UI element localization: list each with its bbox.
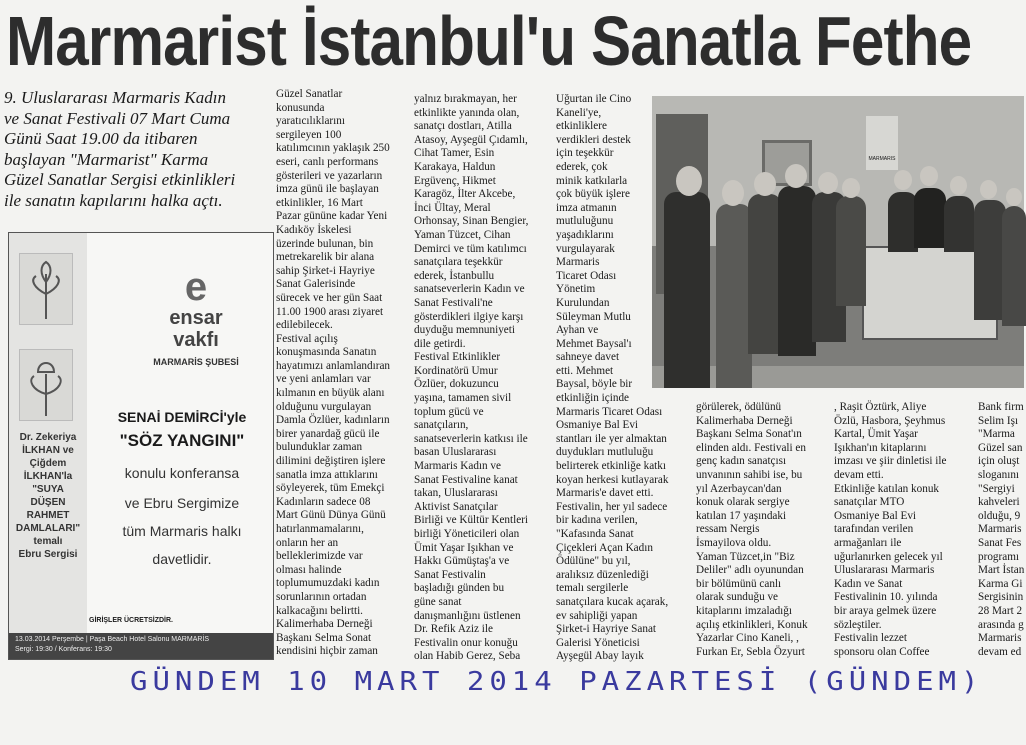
text-line: arasında g xyxy=(978,618,1024,631)
text-line: kahveleri xyxy=(978,496,1020,509)
text-line: başladığı günden bu xyxy=(414,582,505,595)
text-line: stantları ile yer almaktan xyxy=(556,432,667,445)
text-line: sahneye davet xyxy=(556,351,620,364)
text-line: Kadın ve Sanat xyxy=(834,577,903,590)
text-line: Hakkı Gümüştaş'a ve xyxy=(414,555,510,568)
text-line: bulunduklar zaman xyxy=(276,441,363,454)
text-line: konusunda xyxy=(276,101,325,114)
text-line: İLKHAN ve xyxy=(22,445,74,456)
text-line: uğurlanırken gelecek yıl xyxy=(834,550,943,563)
text-line: katılımcının yaklaşık 250 xyxy=(276,142,390,155)
text-line: Çiğdem xyxy=(29,458,67,469)
text-line: Festivalinin 10. yılında xyxy=(834,591,938,604)
text-line: Kartal, Ümit Yaşar xyxy=(834,428,918,441)
text-line: Yaman Tüzcet, Cihan xyxy=(414,228,511,241)
text-line: İnci Ültay, Meral xyxy=(414,201,491,214)
text-line: bir araya gelmek üzere xyxy=(834,604,937,617)
text-line: sürecek ve her gün Saat xyxy=(276,291,383,304)
text-line: etkinlikte yanında olan, xyxy=(414,106,520,119)
text-line: sanatseverlerin Kadın ve xyxy=(414,283,525,296)
text-line: imza günü ile başlayan xyxy=(276,183,379,196)
text-line: Ebru Sergisi xyxy=(18,549,78,560)
text-line: RAHMET xyxy=(26,510,70,521)
photo-person xyxy=(664,192,710,388)
text-line: Işıkhan'ın kitaplarını xyxy=(834,441,927,454)
text-line: belleklerimizde var xyxy=(276,550,363,563)
text-line: yaşına, tamamen sivil xyxy=(414,392,512,405)
article-column-4 xyxy=(696,401,828,659)
branch-label: MARMARİS ŞUBESİ xyxy=(153,357,239,367)
text-line: İLKHAN'la xyxy=(23,471,73,482)
text-line: Uluslararası Marmaris xyxy=(834,564,935,577)
text-line: "Kafasında Sanat xyxy=(556,528,634,540)
text-line: Osmaniye Bal Evi xyxy=(556,419,639,432)
text-line: Kaneli'ye, xyxy=(556,106,602,119)
text-line: Damla Özlüer, kadınların xyxy=(276,414,390,427)
event-photo xyxy=(652,96,1024,388)
text-line: DAMLALARI" xyxy=(15,523,81,534)
ad-footer xyxy=(9,633,273,659)
text-line: hayatımızı anlamlandıran xyxy=(276,359,391,372)
text-line: Yönetim xyxy=(556,283,596,296)
photo-badge xyxy=(866,116,898,170)
text-line: konuk olarak sergiye xyxy=(696,496,790,509)
text-line: Orhonsay, Sinan Bengier, xyxy=(414,215,529,228)
text-line: Marmaris xyxy=(978,523,1022,536)
text-line: aralıksız düzenlediği xyxy=(556,568,649,581)
text-line: genç kadın sanatçısı xyxy=(696,455,787,468)
text-line: Karma Gi xyxy=(978,577,1023,590)
text-line: Marmaris xyxy=(556,256,600,269)
text-line: yıl Azerbaycan'dan xyxy=(696,482,782,495)
text-line: armağanları ile xyxy=(834,536,902,549)
text-line: ev sahipliği yapan xyxy=(556,609,638,622)
text-line: Kadınların sadece 08 xyxy=(276,495,371,508)
text-line: çok büyük işlere xyxy=(556,188,630,201)
photo-person-head xyxy=(894,170,912,190)
text-line: Ödülüne" bu yıl, xyxy=(556,555,631,568)
text-line: yalnız bırakmayan, her xyxy=(414,93,517,105)
text-line: danışmanlığını üstlenen xyxy=(414,609,521,622)
ad-footer-line-2: Sergi: 19:30 / Konferans: 19:30 xyxy=(15,646,112,653)
text-line: Marmaris Kadın ve xyxy=(414,460,501,473)
text-line: mutluluğunu xyxy=(556,215,614,228)
text-line: programı xyxy=(978,550,1020,563)
text-line: Kalimerhaba Derneği xyxy=(276,618,373,631)
logo-name-1: ensar xyxy=(169,307,223,329)
text-line: Sanat Festivaline kanat xyxy=(414,473,518,486)
lead-paragraph xyxy=(4,88,284,211)
article-column-5 xyxy=(834,401,972,659)
headline: Marmarist İstanbul'u Sanatla Fethe xyxy=(6,2,972,80)
article-column-6 xyxy=(978,401,1024,659)
handwritten-date-note: GÜNDEM 10 MART 2014 PAZARTESİ (GÜNDEM) xyxy=(130,665,984,697)
text-line: Bank firm xyxy=(978,401,1024,413)
text-line: İsmayilova oldu. xyxy=(696,536,772,549)
text-line: Uğurtan ile Cino xyxy=(556,93,632,105)
text-line: Dr. Zekeriya xyxy=(19,432,77,443)
tulip-motif-icon xyxy=(19,349,73,421)
text-line: Marmaris xyxy=(978,632,1022,645)
text-line: açılış etkinlikleri, Konuk xyxy=(696,618,808,631)
photo-person-head xyxy=(722,180,744,206)
text-line: Mart Günü Dünya Günü xyxy=(276,509,386,522)
text-line: Güzel Sanatlar xyxy=(276,88,343,100)
text-line: görülerek, ödülünü xyxy=(696,401,782,413)
text-line: toplumumuzdaki kadın xyxy=(276,577,380,590)
article-column-2 xyxy=(414,93,546,664)
text-line: sanatçıların, xyxy=(414,419,469,432)
photo-person xyxy=(716,204,752,388)
text-line: sanatçılara teşekkür xyxy=(414,256,503,269)
text-line: Kadıköy İskelesi xyxy=(276,223,352,236)
text-line: etkinlikler, 16 Mart xyxy=(276,196,363,209)
text-line: Sanat Galerisinde xyxy=(276,278,356,291)
text-line: Atasoy, Ayşegül Çıdamlı, xyxy=(414,133,528,146)
text-line: sanatçı dostları, Atilla xyxy=(414,120,512,133)
ebru-artists xyxy=(11,431,85,561)
text-line: kitaplarını imzaladığı xyxy=(696,604,792,617)
text-line: etkinliğin içinde xyxy=(556,392,630,405)
photo-person-head xyxy=(842,178,860,198)
text-line: olması halinde xyxy=(276,563,342,576)
text-line: "Marma xyxy=(978,428,1015,441)
speaker-name: SENAİ DEMİRCİ'yle xyxy=(117,409,247,425)
text-line: "Sergiyi xyxy=(978,482,1015,495)
photo-person xyxy=(836,196,866,306)
text-line: için teşekkür xyxy=(556,147,614,160)
text-line: sorunlarının ortadan xyxy=(276,590,367,603)
text-line: Ayşegül Abay layık xyxy=(556,650,644,663)
text-line: Etkinliğe katılan konuk xyxy=(834,482,940,495)
text-line: gösterdikleri ilgiye karşı xyxy=(414,310,524,323)
text-line: duydukları mutluluğu xyxy=(556,446,654,459)
text-line: olduğu, 9 xyxy=(978,509,1021,522)
text-line: birliği Yöneticileri olan xyxy=(414,528,520,540)
text-line: bir bölümünü canlı xyxy=(696,577,782,590)
text-line: Aktivist Sanatçılar xyxy=(414,500,498,513)
text-line: sponsoru olan Coffee xyxy=(834,645,930,658)
text-line: Süleyman Mutlu xyxy=(556,310,631,323)
text-line: Özlü, Hasbora, Şeyhmus xyxy=(834,414,946,427)
text-line: Furkan Er, Sebla Özyurt xyxy=(696,645,805,658)
text-line: takan, Uluslararası xyxy=(414,487,498,500)
text-line: belirterek etkinliğe katkı xyxy=(556,460,666,473)
text-line: olduğunu vurgulayan xyxy=(276,400,372,413)
ad-line-2: ve Ebru Sergimize xyxy=(124,495,240,511)
text-line: toplum gücü ve xyxy=(414,405,484,418)
text-line: Ticaret Odası xyxy=(556,269,617,282)
advertisement-box xyxy=(8,232,274,660)
photo-person-head xyxy=(950,176,967,195)
text-line: unvanının sahibi ise, bu xyxy=(696,468,803,481)
text-line: sözleştiler. xyxy=(834,618,882,631)
text-line: Karakaya, Haldun xyxy=(414,160,496,173)
text-line: Festival açılış xyxy=(276,332,338,345)
text-line: söyleyerek, tüm Emekçi xyxy=(276,482,385,495)
text-line: Festivalin, her yıl sadece xyxy=(556,500,668,513)
text-line: dilimini değiştiren işlere xyxy=(276,455,386,468)
text-line: temalı xyxy=(33,536,63,547)
text-line: ve Sanat Festivali 07 Mart Cuma xyxy=(4,108,231,128)
text-line: güne sanat xyxy=(414,595,462,608)
text-line: Selim Işı xyxy=(978,414,1019,427)
text-line: konuşmasında Sanatın xyxy=(276,346,377,359)
text-line: metrekarelik bir alana xyxy=(276,251,375,264)
ad-line-3: tüm Marmaris halkı xyxy=(122,523,242,539)
photo-person-head xyxy=(920,166,938,186)
text-line: etkinliklere xyxy=(556,120,607,133)
photo-person xyxy=(944,196,974,252)
text-line: sahip Şirket-i Hayriye xyxy=(276,264,375,277)
text-line: ile sanatın kapılarını halka açtı. xyxy=(4,190,223,210)
text-line: Çiçekleri Açan Kadın xyxy=(556,541,653,554)
photo-person xyxy=(914,188,946,248)
text-line: Sanat Festivalin xyxy=(414,568,486,581)
text-line: Pazar gününe kadar Yeni xyxy=(276,210,388,223)
text-line: yaratıcılıklarını xyxy=(276,115,345,128)
photo-person-head xyxy=(676,166,702,196)
text-line: birer yanardağ gücü ile xyxy=(276,427,380,440)
text-line: Başkanı Selma Sonat'ın xyxy=(696,428,802,441)
text-line: olarak sunduğu ve xyxy=(696,591,779,604)
text-line: Marmaris Ticaret Odası xyxy=(556,405,663,418)
text-line: katılan 17 yaşındaki xyxy=(696,509,787,522)
text-line: Ergüvenç, Hikmet xyxy=(414,174,496,187)
text-line: olan Habib Gerez, Seba xyxy=(414,650,521,663)
photo-person xyxy=(748,194,782,354)
text-line: sergileyen 100 xyxy=(276,128,342,141)
article-column-1 xyxy=(276,88,410,659)
photo-person-head xyxy=(1006,188,1022,206)
text-line: Mehmet Baysal'ı xyxy=(556,337,632,350)
text-line: sanatla imza attıklarını xyxy=(276,468,378,481)
text-line: 28 Mart 2 xyxy=(978,604,1023,617)
text-line: Günü Saat 19.00 da itibaren xyxy=(4,129,198,148)
text-line: yaşadıklarını xyxy=(556,228,614,241)
text-line: Sergisinin xyxy=(978,591,1024,604)
text-line: Kurulundan xyxy=(556,296,610,309)
text-line: imza atmanın xyxy=(556,201,617,214)
text-line: için oluşt xyxy=(978,455,1020,468)
text-line: temalı sergilerle xyxy=(556,582,629,595)
text-line: etti. Mehmet xyxy=(556,364,614,377)
text-line: edilebilecek. xyxy=(276,319,333,332)
text-line: Kordinatörü Umur xyxy=(414,364,498,377)
text-line: minik katkılarla xyxy=(556,174,628,187)
text-line: Deliler" adlı oyunundan xyxy=(696,564,804,577)
text-line: ederek, İstanbullu xyxy=(414,269,495,282)
text-line: koyan herkesi kutlayarak xyxy=(556,473,669,486)
text-line: sanatçılara kucak açarak, xyxy=(556,595,669,608)
text-line: ressam Nergis xyxy=(696,523,760,536)
text-line: hatırlanmamalarını, xyxy=(276,523,364,535)
text-line: Festivalin onur konuğu xyxy=(414,636,518,649)
talk-title: "SÖZ YANGINI" xyxy=(119,431,245,450)
text-line: Ümit Yaşar Işıkhan ve xyxy=(414,541,514,554)
text-line: Yaman Tüzcet,in "Biz xyxy=(696,550,795,563)
text-line: Özlüer, dokuzuncu xyxy=(414,378,499,391)
text-line: Festival Etkinlikler xyxy=(414,351,501,364)
text-line: ederek, çok xyxy=(556,160,608,173)
text-line: tarafından verilen xyxy=(834,523,914,536)
text-line: Cihat Tamer, Esin xyxy=(414,147,495,160)
text-line: Marmaris'e davet etti. xyxy=(556,487,654,500)
text-line: DÜŞEN xyxy=(30,497,66,508)
text-line: basan Uluslararası xyxy=(414,446,497,459)
logo-mark: e xyxy=(184,265,208,309)
ad-line-1: konulu konferansa xyxy=(124,465,240,481)
text-line: sloganını xyxy=(978,468,1020,481)
text-line: 9. Uluslararası Marmaris Kadın xyxy=(4,88,226,107)
logo-name-2: vakfı xyxy=(173,329,219,351)
text-line: başlayan "Marmarist" Karma xyxy=(4,149,209,169)
ad-line-4: davetlidir. xyxy=(152,551,212,567)
text-line: Ayhan ve xyxy=(556,324,599,337)
text-line: kılmanın en büyük alanı xyxy=(276,387,385,400)
text-line: imzası ve şiir dinletisi ile xyxy=(834,455,947,468)
text-line: sanatçılar MTO xyxy=(834,496,905,509)
text-line: Güzel Sanatlar Sergisi etkinlikleri xyxy=(4,170,236,189)
photo-person-head xyxy=(980,180,997,199)
text-line: verdikleri destek xyxy=(556,133,631,146)
text-line: Şirket-i Hayriye Sanat xyxy=(556,623,657,636)
text-line: gösterileri ve yazarların xyxy=(276,169,383,182)
photo-badge-text: MARMARIS xyxy=(868,156,896,162)
photo-person-head xyxy=(754,172,776,196)
article-column-3 xyxy=(556,93,669,664)
text-line: Karagöz, İlter Akcebe, xyxy=(414,188,516,201)
text-line: onların her an xyxy=(276,536,339,549)
free-entry-note: GİRİŞLER ÜCRETSİZDİR. xyxy=(89,617,174,624)
text-line: Sanat Fes xyxy=(978,536,1022,549)
text-line: Sanat Festivali'ne xyxy=(414,296,493,309)
text-line: , Raşit Öztürk, Aliye xyxy=(834,401,927,413)
flower-motif-icon xyxy=(19,253,73,325)
text-line: Baysal, böyle bir xyxy=(556,378,633,391)
ad-footer-line-1: 13.03.2014 Perşembe | Paşa Beach Hotel Salonu MARMARİS xyxy=(15,636,210,643)
photo-person-head xyxy=(818,172,838,194)
text-line: 11.00 1900 arası ziyaret xyxy=(276,305,384,318)
text-line: Mart İstan xyxy=(978,564,1025,577)
photo-person xyxy=(778,186,816,356)
text-line: vurgulayarak xyxy=(556,242,615,255)
text-line: devam ed xyxy=(978,645,1022,658)
text-line: üzerinde bulunan, bin xyxy=(276,237,374,250)
text-line: Yazarlar Cino Kaneli, , xyxy=(696,632,799,645)
text-line: Başkanı Selma Sonat xyxy=(276,631,372,644)
text-line: elinden aldı. Festivali en xyxy=(696,441,806,454)
text-line: Demirci ve tüm katılımcı xyxy=(414,242,527,255)
text-line: Güzel san xyxy=(978,441,1023,454)
text-line: Osmaniye Bal Evi xyxy=(834,509,917,522)
text-line: Festivalin lezzet xyxy=(834,632,908,645)
text-line: kendisini hiçbir zaman xyxy=(276,645,378,658)
text-line: Kalimerhaba Derneği xyxy=(696,414,793,427)
text-line: bir kadına verilen, xyxy=(556,514,638,527)
text-line: dile getirdi. xyxy=(414,337,466,350)
text-line: kalkacağını belirtti. xyxy=(276,604,363,617)
text-line: devam etti. xyxy=(834,468,884,481)
text-line: Dr. Refik Aziz ile xyxy=(414,623,493,636)
text-line: Galerisi Yöneticisi xyxy=(556,636,640,649)
photo-person-head xyxy=(785,164,807,188)
text-line: eseri, canlı performans xyxy=(276,155,379,168)
text-line: Birliği ve Kültür Kentleri xyxy=(414,514,529,527)
text-line: ve yeni anlamları var xyxy=(276,373,371,386)
text-line: sanatseverlerin katkısı ile xyxy=(414,432,528,445)
photo-person xyxy=(1002,206,1026,326)
ensar-logo xyxy=(121,267,271,367)
text-line: duyduğu memnuniyeti xyxy=(414,324,515,337)
text-line: "SUYA xyxy=(32,484,64,495)
